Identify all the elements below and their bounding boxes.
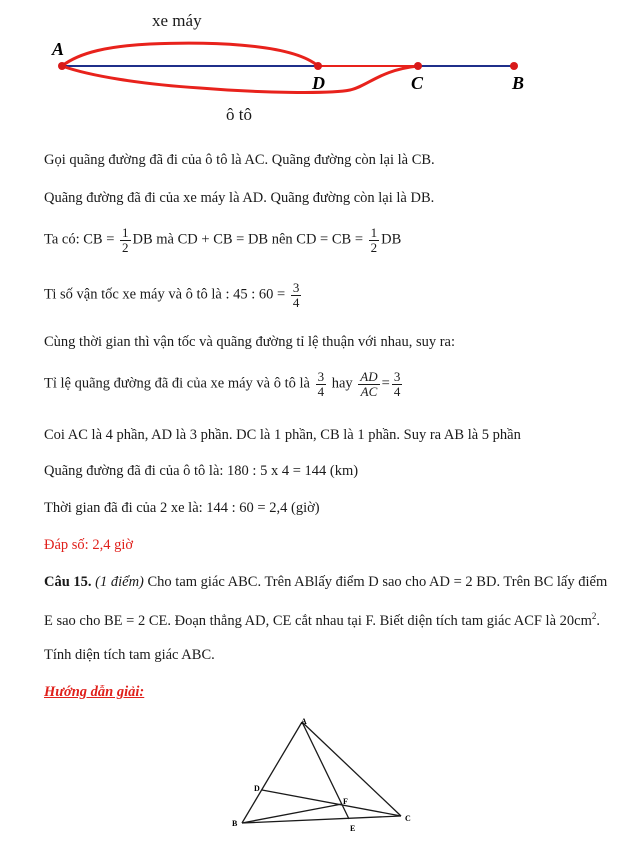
point-c-dot (414, 62, 422, 70)
side-bc (242, 816, 401, 823)
fraction-three-quarters-2 (392, 370, 403, 398)
tri-label-c: C (405, 814, 411, 823)
segment-dc (262, 790, 401, 816)
line6-text-b: hay (328, 375, 357, 392)
answer-line: Đáp số: 2,4 giờ (44, 537, 134, 553)
label-d: D (312, 73, 325, 93)
label-b: B (512, 73, 525, 93)
path-o-to (62, 66, 418, 92)
fraction-ratio (316, 370, 327, 398)
fraction-denominator: 2 (370, 239, 378, 255)
line3-text-c: DB (381, 231, 402, 248)
line6-equals: = (381, 375, 390, 392)
triangle-diagram (0, 700, 640, 857)
tri-label-e: E (350, 824, 356, 833)
tri-label-f: F (343, 797, 348, 806)
label-o-to: ô tô (226, 105, 252, 124)
point-a-dot (58, 62, 66, 70)
distance-diagram (0, 0, 640, 130)
paragraph-line-2: Quãng đường đã đi của xe máy là AD. Quãng đường còn lại là DB. (44, 190, 435, 206)
fraction-denominator: AC (360, 383, 378, 399)
point-d-dot (314, 62, 322, 70)
side-ab (242, 722, 302, 823)
question-15-line-2 (44, 611, 600, 630)
fraction-numerator: 3 (292, 280, 300, 295)
fraction-denominator: 2 (122, 239, 129, 255)
paragraph-line-4 (44, 281, 303, 309)
fraction-three-quarters (291, 281, 302, 309)
question-text-2-end: . (596, 612, 600, 629)
paragraph-line-9: Thời gian đã đi của 2 xe là: 144 : 60 = 2,4 (giờ) (44, 500, 320, 516)
paragraph-line-3 (44, 226, 401, 254)
fraction-numerator: 1 (122, 225, 129, 240)
label-c: C (411, 73, 424, 93)
point-b-dot (510, 62, 518, 70)
label-a: A (52, 39, 65, 59)
fraction-ad-ac (358, 370, 379, 398)
line3-text-a: Ta có: CB = (44, 231, 119, 248)
superscript-2: 2 (591, 611, 597, 621)
fraction-denominator: 4 (393, 383, 401, 399)
fraction-numerator: AD (360, 369, 378, 384)
tri-label-a: A (301, 717, 307, 726)
fraction-denominator: 4 (317, 383, 325, 399)
label-xe-may: xe máy (152, 11, 202, 30)
paragraph-line-6 (44, 370, 404, 398)
question-text-1: Cho tam giác ABC. Trên ABlấy điểm D sao cho AD = 2 BD. Trên BC lấy điểm (143, 574, 608, 590)
question-text-2: E sao cho BE = 2 CE. Đoạn thẳng AD, CE cắt nhau tại F. Biết diện tích tam giác ACF là 20cm (44, 612, 592, 629)
paragraph-line-8: Quãng đường đã đi của ô tô là: 180 : 5 x 4 = 144 (km) (44, 463, 359, 479)
question-number: Câu 15. (44, 574, 92, 590)
fraction-denominator: 4 (292, 294, 300, 310)
question-15-line-3: Tính diện tích tam giác ABC. (44, 647, 215, 663)
question-15-line-1 (44, 574, 607, 591)
path-xe-may (62, 43, 318, 66)
tri-label-b: B (232, 819, 238, 828)
question-points: (1 điểm) (95, 574, 144, 590)
fraction-half-1 (120, 226, 131, 254)
paragraph-line-7: Coi AC là 4 phần, AD là 3 phần. DC là 1 phần, CB là 1 phần. Suy ra AB là 5 phần (44, 427, 521, 443)
fraction-numerator: 3 (317, 369, 325, 384)
line3-text-b: DB mà CD + CB = DB nên CD = CB = (132, 231, 367, 248)
line4-text: Ti số vận tốc xe máy và ô tô là : 45 : 60 = (44, 286, 289, 303)
fraction-numerator: 1 (370, 225, 378, 240)
guide-heading: Hướng dẫn giải: (44, 684, 145, 700)
paragraph-line-1: Gọi quãng đường đã đi của ô tô là AC. Quãng đường còn lại là CB. (44, 152, 435, 168)
tri-label-d: D (254, 784, 260, 793)
fraction-half-2 (369, 226, 380, 254)
paragraph-line-5: Cùng thời gian thì vận tốc và quãng đường tỉ lệ thuận với nhau, suy ra: (44, 334, 456, 350)
side-ac (302, 722, 401, 816)
line6-text-a: Tỉ lệ quãng đường đã đi của xe máy và ô tô là (44, 375, 314, 392)
fraction-numerator: 3 (393, 369, 401, 384)
